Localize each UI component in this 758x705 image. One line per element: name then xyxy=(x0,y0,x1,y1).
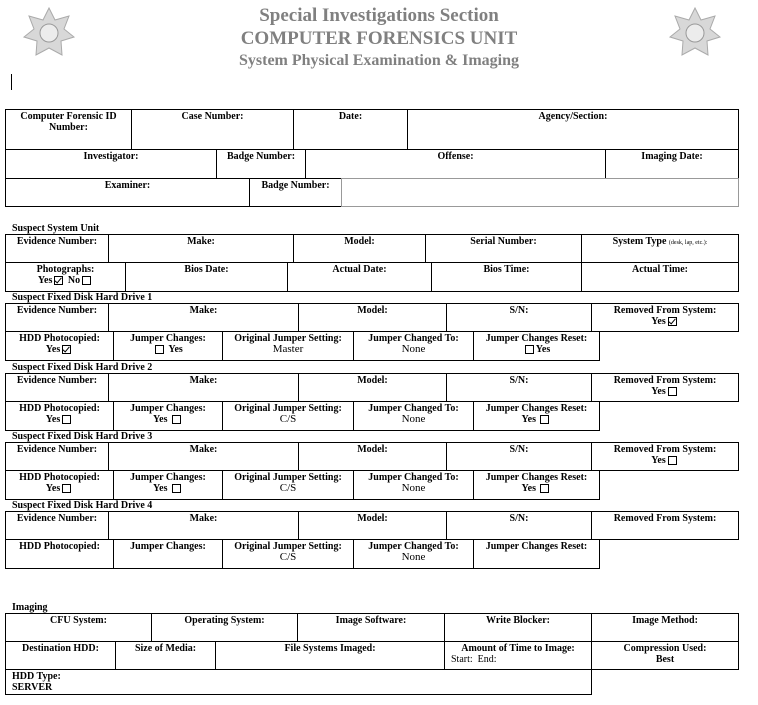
drive-model-label: Model: xyxy=(357,305,388,316)
drive-orig-jumper-label: Original Jumper Setting: xyxy=(234,541,342,552)
drive-removed-field[interactable] xyxy=(591,511,739,540)
drive-reset-yes: Yes xyxy=(521,414,536,425)
checkbox-icon[interactable] xyxy=(668,387,677,396)
checkbox-checked-icon[interactable] xyxy=(62,345,71,354)
checkbox-icon[interactable] xyxy=(155,345,164,354)
ss-photographs-label: Photographs: xyxy=(36,264,95,275)
os-field[interactable] xyxy=(151,613,298,642)
drive-changed-to-value: None xyxy=(401,413,426,425)
compression-field[interactable] xyxy=(591,641,739,670)
examiner-field[interactable] xyxy=(5,178,250,207)
hdd-type-value: SERVER xyxy=(12,682,53,693)
drive-jumper-changes-yes: Yes xyxy=(153,414,168,425)
drive-orig-jumper-label: Original Jumper Setting: xyxy=(234,403,342,414)
cfid-field[interactable] xyxy=(5,109,132,150)
examiner-label: Examiner: xyxy=(104,180,151,191)
drive-evidence-field[interactable] xyxy=(5,303,109,332)
imaging-title: Imaging xyxy=(12,602,48,613)
drive-photocopied-yes: Yes xyxy=(45,344,61,355)
ss-system-type-note: (desk, lap, etc.): xyxy=(668,240,708,246)
header-title: Special Investigations Section xyxy=(259,5,499,26)
ss-actual-time-label: Actual Time: xyxy=(631,264,688,275)
drive-photocopied-yes: Yes xyxy=(45,483,61,494)
investigator-field[interactable] xyxy=(5,149,217,179)
drive-photocopied-field[interactable] xyxy=(5,539,114,569)
offense-label: Offense: xyxy=(437,151,474,162)
drive-jumper-changes-yes: Yes xyxy=(153,483,168,494)
checkbox-icon[interactable] xyxy=(82,276,91,285)
checkbox-icon[interactable] xyxy=(62,484,71,493)
drive-removed-label: Removed From System: xyxy=(613,375,717,386)
drive-sn-label: S/N: xyxy=(509,444,529,455)
ss-system-type-field[interactable] xyxy=(581,234,739,263)
drive-changed-to-label: Jumper Changed To: xyxy=(368,403,459,414)
drive-photocopied-label: HDD Photocopied: xyxy=(19,403,100,414)
drive-make-field[interactable] xyxy=(108,511,299,540)
text-cursor xyxy=(11,74,12,90)
drive-model-label: Model: xyxy=(357,375,388,386)
photographs-no-label: No xyxy=(67,275,81,286)
image-software-field[interactable] xyxy=(297,613,445,642)
checkbox-checked-icon[interactable] xyxy=(54,276,63,285)
ss-actual-date-field[interactable] xyxy=(287,262,432,292)
drive-changed-to-field[interactable] xyxy=(353,401,474,431)
drive-jumper-changes-label: Jumper Changes: xyxy=(130,403,206,414)
drive-jumper-changes-yes: Yes xyxy=(168,344,183,355)
drive-sn-field[interactable] xyxy=(446,373,592,402)
checkbox-icon[interactable] xyxy=(172,415,181,424)
drive-reset-yes: Yes xyxy=(535,344,551,355)
badge-number2-field[interactable] xyxy=(249,178,342,207)
drive-photocopied-label: HDD Photocopied: xyxy=(19,472,100,483)
ss-actual-time-field[interactable] xyxy=(581,262,739,292)
checkbox-checked-icon[interactable] xyxy=(668,317,677,326)
drive-make-label: Make: xyxy=(189,513,218,524)
drive-removed-label: Removed From System: xyxy=(613,513,717,524)
drive-sn-label: S/N: xyxy=(509,513,529,524)
drive-evidence-field[interactable] xyxy=(5,373,109,402)
badge-number2-label: Badge Number: xyxy=(261,180,330,191)
drive-changed-to-label: Jumper Changed To: xyxy=(368,472,459,483)
ss-actual-date-label: Actual Date: xyxy=(332,264,387,275)
drive-changed-to-field[interactable] xyxy=(353,470,474,500)
drive-sn-label: S/N: xyxy=(509,305,529,316)
drive-orig-jumper-label: Original Jumper Setting: xyxy=(234,333,342,344)
drive-orig-jumper-value: C/S xyxy=(279,551,297,563)
checkbox-icon[interactable] xyxy=(525,345,534,354)
date-field[interactable] xyxy=(293,109,408,150)
drive-reset-field[interactable] xyxy=(473,331,600,361)
drive-removed-yes: Yes xyxy=(651,386,666,397)
drive-jumper-changes-field[interactable] xyxy=(113,331,223,361)
checkbox-icon[interactable] xyxy=(540,415,549,424)
badge-number-label: Badge Number: xyxy=(226,151,296,162)
drive-evidence-label: Evidence Number: xyxy=(16,444,98,455)
drive-make-field[interactable] xyxy=(108,373,299,402)
hdd-type-label: HDD Type: xyxy=(12,671,61,682)
drive-reset-label: Jumper Changes Reset: xyxy=(485,403,588,414)
ss-serial-label: Serial Number: xyxy=(470,236,537,247)
ss-model-label: Model: xyxy=(344,236,375,247)
drive-model-label: Model: xyxy=(357,444,388,455)
imaging-date-field[interactable] xyxy=(605,149,739,179)
drive-orig-jumper-field[interactable] xyxy=(222,331,354,361)
drive-reset-field[interactable] xyxy=(473,539,600,569)
time-to-image-field[interactable] xyxy=(444,641,592,670)
drive-evidence-field[interactable] xyxy=(5,442,109,471)
drive-orig-jumper-value: C/S xyxy=(279,413,297,425)
checkbox-icon[interactable] xyxy=(172,484,181,493)
ss-make-label: Make: xyxy=(187,236,215,247)
drive-evidence-label: Evidence Number: xyxy=(16,305,98,316)
drive-sn-label: S/N: xyxy=(509,375,529,386)
drive-title: Suspect Fixed Disk Hard Drive 3 xyxy=(12,431,153,442)
drive-model-field[interactable] xyxy=(298,373,447,402)
drive-title: Suspect Fixed Disk Hard Drive 4 xyxy=(12,500,153,511)
drive-changed-to-label: Jumper Changed To: xyxy=(368,333,459,344)
drive-orig-jumper-value: Master xyxy=(272,343,304,355)
ss-bios-date-field[interactable] xyxy=(125,262,288,292)
drive-removed-field[interactable] xyxy=(591,373,739,402)
ss-bios-date-label: Bios Date: xyxy=(184,264,229,275)
cfu-system-field[interactable] xyxy=(5,613,152,642)
ss-photographs-field[interactable] xyxy=(5,262,126,292)
drive-removed-yes: Yes xyxy=(651,316,666,327)
drive-reset-yes: Yes xyxy=(521,483,536,494)
size-media-label: Size of Media: xyxy=(134,643,197,654)
image-method-field[interactable] xyxy=(591,613,739,642)
ss-evidence-field[interactable] xyxy=(5,234,109,263)
drive-sn-field[interactable] xyxy=(446,303,592,332)
drive-changed-to-field[interactable] xyxy=(353,539,474,569)
drive-photocopied-field[interactable] xyxy=(5,331,114,361)
drive-changed-to-label: Jumper Changed To: xyxy=(368,541,459,552)
drive-orig-jumper-field[interactable] xyxy=(222,401,354,431)
drive-orig-jumper-field[interactable] xyxy=(222,470,354,500)
start-label: Start: xyxy=(451,654,473,665)
drive-removed-label: Removed From System: xyxy=(613,444,717,455)
drive-removed-yes: Yes xyxy=(651,455,666,466)
fs-imaged-field[interactable] xyxy=(215,641,445,670)
agency-field[interactable] xyxy=(407,109,739,150)
drive-evidence-label: Evidence Number: xyxy=(16,375,98,386)
drive-photocopied-yes: Yes xyxy=(45,414,61,425)
drive-jumper-changes-label: Jumper Changes: xyxy=(130,472,206,483)
case-number-label: Case Number: xyxy=(181,111,244,122)
drive-reset-field[interactable] xyxy=(473,470,600,500)
drive-photocopied-field[interactable] xyxy=(5,401,114,431)
drive-jumper-changes-field[interactable] xyxy=(113,539,223,569)
drive-removed-label: Removed From System: xyxy=(613,305,717,316)
drive-model-field[interactable] xyxy=(298,511,447,540)
case-number-field[interactable] xyxy=(131,109,294,150)
cfu-system-label: CFU System: xyxy=(50,615,107,626)
drive-make-label: Make: xyxy=(189,444,218,455)
header-subtitle: System Physical Examination & Imaging xyxy=(238,52,519,69)
drive-orig-jumper-field[interactable] xyxy=(222,539,354,569)
drive-removed-field[interactable] xyxy=(591,442,739,471)
write-blocker-label: Write Blocker: xyxy=(486,615,550,626)
header-unit: COMPUTER FORENSICS UNIT xyxy=(240,28,518,49)
badge-number-field[interactable] xyxy=(216,149,306,179)
offense-field[interactable] xyxy=(305,149,606,179)
drive-changed-to-field[interactable] xyxy=(353,331,474,361)
drive-removed-field[interactable] xyxy=(591,303,739,332)
drive-model-field[interactable] xyxy=(298,303,447,332)
date-label: Date: xyxy=(338,111,363,122)
ss-bios-time-label: Bios Time: xyxy=(483,264,530,275)
drive-reset-field[interactable] xyxy=(473,401,600,431)
drive-make-label: Make: xyxy=(189,305,218,316)
size-media-field[interactable] xyxy=(115,641,216,670)
ss-system-type-label: System Type xyxy=(612,236,667,247)
agency-label: Agency/Section: xyxy=(538,111,608,122)
ss-model-field[interactable] xyxy=(293,234,426,263)
drive-photocopied-label: HDD Photocopied: xyxy=(19,541,100,552)
dest-hdd-field[interactable] xyxy=(5,641,116,670)
drive-make-field[interactable] xyxy=(108,442,299,471)
drive-photocopied-field[interactable] xyxy=(5,470,114,500)
end-label: End: xyxy=(477,654,497,665)
investigator-label: Investigator: xyxy=(83,151,139,162)
dest-hdd-label: Destination HDD: xyxy=(22,643,99,654)
drive-changed-to-value: None xyxy=(401,482,426,494)
ss-bios-time-field[interactable] xyxy=(431,262,582,292)
image-method-label: Image Method: xyxy=(632,615,698,626)
drive-reset-label: Jumper Changes Reset: xyxy=(485,333,588,344)
drive-title: Suspect Fixed Disk Hard Drive 1 xyxy=(12,292,153,303)
blank-field[interactable] xyxy=(341,178,739,207)
compression-value: Best xyxy=(655,654,675,665)
drive-title: Suspect Fixed Disk Hard Drive 2 xyxy=(12,362,153,373)
hdd-type-field[interactable] xyxy=(5,669,592,695)
checkbox-icon[interactable] xyxy=(668,456,677,465)
time-to-image-label: Amount of Time to Image: xyxy=(461,643,575,654)
drive-jumper-changes-label: Jumper Changes: xyxy=(130,333,206,344)
drive-jumper-changes-field[interactable] xyxy=(113,470,223,500)
drive-evidence-field[interactable] xyxy=(5,511,109,540)
cfid-label: Computer Forensic ID Number: xyxy=(20,111,117,133)
drive-changed-to-value: None xyxy=(401,551,426,563)
compression-label: Compression Used: xyxy=(623,643,707,654)
drive-sn-field[interactable] xyxy=(446,511,592,540)
write-blocker-field[interactable] xyxy=(444,613,592,642)
os-label: Operating System: xyxy=(184,615,265,626)
drive-orig-jumper-value: C/S xyxy=(279,482,297,494)
checkbox-icon[interactable] xyxy=(540,484,549,493)
photographs-yes-label: Yes xyxy=(37,275,53,286)
drive-changed-to-value: None xyxy=(401,343,426,355)
drive-model-label: Model: xyxy=(357,513,388,524)
drive-model-field[interactable] xyxy=(298,442,447,471)
drive-orig-jumper-label: Original Jumper Setting: xyxy=(234,472,342,483)
drive-jumper-changes-field[interactable] xyxy=(113,401,223,431)
checkbox-icon[interactable] xyxy=(62,415,71,424)
ss-make-field[interactable] xyxy=(108,234,294,263)
fs-imaged-label: File Systems Imaged: xyxy=(284,643,376,654)
drive-make-field[interactable] xyxy=(108,303,299,332)
ss-serial-field[interactable] xyxy=(425,234,582,263)
drive-evidence-label: Evidence Number: xyxy=(16,513,98,524)
imaging-date-label: Imaging Date: xyxy=(641,151,703,162)
drive-jumper-changes-label: Jumper Changes: xyxy=(130,541,206,552)
drive-make-label: Make: xyxy=(189,375,218,386)
drive-reset-label: Jumper Changes Reset: xyxy=(485,472,588,483)
drive-reset-label: Jumper Changes Reset: xyxy=(485,541,588,552)
image-software-label: Image Software: xyxy=(335,615,407,626)
suspect-system-title: Suspect System Unit xyxy=(12,223,100,234)
drive-sn-field[interactable] xyxy=(446,442,592,471)
drive-photocopied-label: HDD Photocopied: xyxy=(19,333,100,344)
ss-evidence-label: Evidence Number: xyxy=(16,236,98,247)
